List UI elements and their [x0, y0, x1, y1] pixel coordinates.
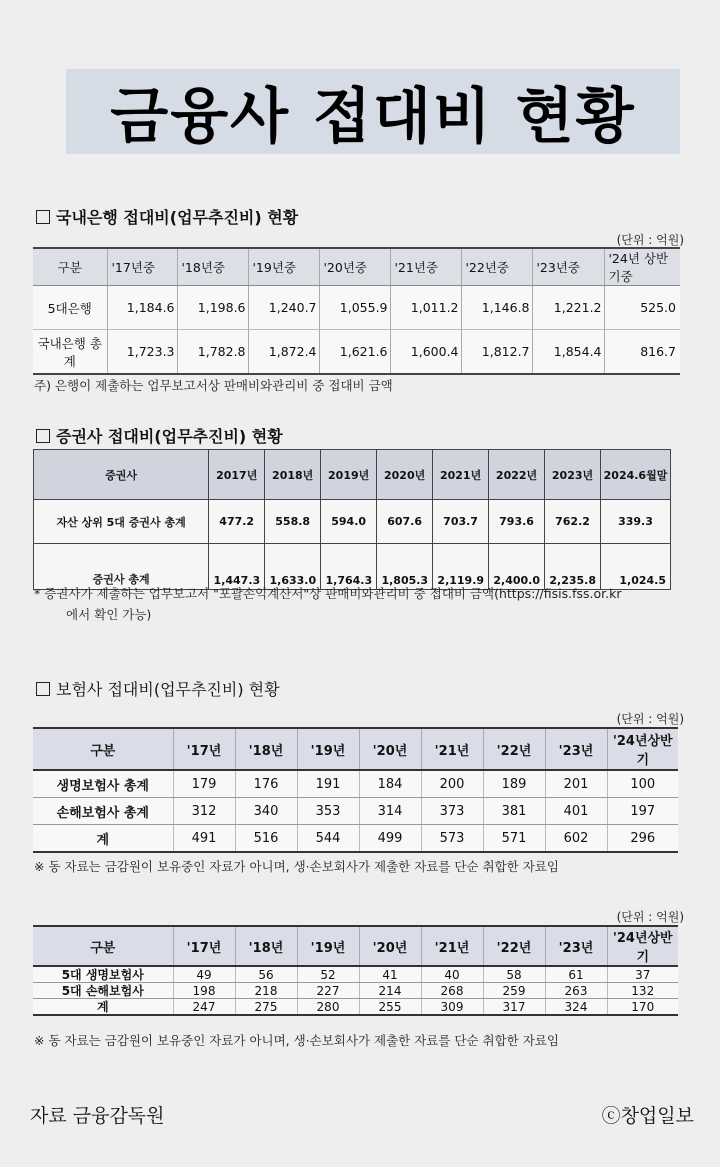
- value-cell: 191: [297, 770, 359, 798]
- column-header-period: '17년: [173, 926, 235, 966]
- row-label-cell: 5대 손해보험사: [33, 983, 173, 999]
- securities-note-line1: * 증권사가 제출하는 업무보고서 "포괄손익계산서"상 판매비와관리비 중 접대비 금액(https://fisis.fss.or.kr: [34, 586, 622, 601]
- value-cell: 1,146.8: [461, 286, 532, 330]
- value-cell: 176: [235, 770, 297, 798]
- column-header-period: '24년상반기: [607, 926, 678, 966]
- insurance-heading-text: 보험사 접대비(업무추진비) 현황: [56, 680, 280, 699]
- title-banner: [66, 69, 680, 154]
- value-cell: 353: [297, 798, 359, 825]
- column-header-period: '19년: [297, 926, 359, 966]
- value-cell: 607.6: [377, 500, 433, 544]
- column-header-period: '17년: [173, 728, 235, 770]
- table-row: [33, 825, 678, 853]
- row-label-cell: 국내은행 총계: [33, 330, 107, 375]
- value-cell: 1,011.2: [390, 286, 461, 330]
- value-cell: 61: [545, 966, 607, 983]
- insurance-top5-note: ※ 동 자료는 금감원이 보유중인 자료가 아니며, 생·손보회사가 제출한 자료를 단순 취합한 자료임: [34, 1033, 559, 1048]
- row-label-cell: 자산 상위 5대 증권사 총계: [34, 500, 209, 544]
- column-header-period: '23년: [545, 926, 607, 966]
- value-cell: 1,723.3: [107, 330, 177, 375]
- column-header-period: 2017년: [209, 450, 265, 500]
- value-cell: 793.6: [489, 500, 545, 544]
- value-cell: 280: [297, 999, 359, 1016]
- column-header-period: '18년: [235, 728, 297, 770]
- value-cell: 525.0: [604, 286, 680, 330]
- table-header-row: [33, 248, 680, 286]
- value-cell: 602: [545, 825, 607, 853]
- table-row: [33, 286, 680, 330]
- row-label-cell: 계: [33, 825, 173, 853]
- value-cell: 317: [483, 999, 545, 1016]
- value-cell: 499: [359, 825, 421, 853]
- value-cell: 214: [359, 983, 421, 999]
- table-header-row: [34, 450, 671, 500]
- value-cell: 201: [545, 770, 607, 798]
- value-cell: 189: [483, 770, 545, 798]
- value-cell: 324: [545, 999, 607, 1016]
- checkbox-square-icon: [36, 210, 50, 224]
- column-header-period: 2023년: [545, 450, 601, 500]
- column-header-category: 구분: [33, 248, 107, 286]
- value-cell: 314: [359, 798, 421, 825]
- page-title: 금융사 접대비 현황: [110, 81, 636, 152]
- value-cell: 227: [297, 983, 359, 999]
- value-cell: 100: [607, 770, 678, 798]
- column-header-period: '18년중: [177, 248, 248, 286]
- insurance-note: ※ 동 자료는 금감원이 보유중인 자료가 아니며, 생·손보회사가 제출한 자료를 단순 취합한 자료임: [34, 859, 559, 874]
- value-cell: 2,400.0: [489, 544, 545, 590]
- table-row: [33, 999, 678, 1016]
- table-row: [34, 544, 671, 590]
- value-cell: 37: [607, 966, 678, 983]
- value-cell: 312: [173, 798, 235, 825]
- row-label-cell: 생명보험사 총계: [33, 770, 173, 798]
- securities-note-line2: 에서 확인 가능): [66, 607, 152, 622]
- value-cell: 1,805.3: [377, 544, 433, 590]
- column-header-period: 2018년: [265, 450, 321, 500]
- value-cell: 309: [421, 999, 483, 1016]
- securities-heading-text: 증권사 접대비(업무추진비) 현황: [56, 427, 283, 446]
- table-row: [33, 983, 678, 999]
- value-cell: 247: [173, 999, 235, 1016]
- insurance-top5-table: [33, 925, 678, 1016]
- column-header-period: '17년중: [107, 248, 177, 286]
- column-header-period: '21년: [421, 728, 483, 770]
- value-cell: 703.7: [433, 500, 489, 544]
- bank-unit-label: (단위 : 억원): [616, 233, 684, 247]
- value-cell: 52: [297, 966, 359, 983]
- value-cell: 179: [173, 770, 235, 798]
- value-cell: 1,633.0: [265, 544, 321, 590]
- value-cell: 275: [235, 999, 297, 1016]
- value-cell: 340: [235, 798, 297, 825]
- column-header-period: '22년중: [461, 248, 532, 286]
- credit-label: ⓒ창업일보: [601, 1105, 694, 1127]
- insurance-entertainment-table: [33, 727, 678, 853]
- column-header-period: '22년: [483, 926, 545, 966]
- value-cell: 381: [483, 798, 545, 825]
- table-row: [33, 798, 678, 825]
- column-header-period: '21년중: [390, 248, 461, 286]
- column-header-category: 구분: [33, 728, 173, 770]
- value-cell: 1,854.4: [532, 330, 604, 375]
- column-header-period: '21년: [421, 926, 483, 966]
- value-cell: 40: [421, 966, 483, 983]
- value-cell: 1,240.7: [248, 286, 319, 330]
- row-label-cell: 5대은행: [33, 286, 107, 330]
- column-header-period: '23년: [545, 728, 607, 770]
- value-cell: 56: [235, 966, 297, 983]
- value-cell: 296: [607, 825, 678, 853]
- value-cell: 1,184.6: [107, 286, 177, 330]
- column-header-period: '20년중: [319, 248, 390, 286]
- value-cell: 1,600.4: [390, 330, 461, 375]
- value-cell: 1,221.2: [532, 286, 604, 330]
- value-cell: 594.0: [321, 500, 377, 544]
- column-header-period: '24년상반기: [607, 728, 678, 770]
- column-header-period: '19년중: [248, 248, 319, 286]
- checkbox-square-icon: [36, 429, 50, 443]
- value-cell: 1,447.3: [209, 544, 265, 590]
- value-cell: 1,621.6: [319, 330, 390, 375]
- value-cell: 268: [421, 983, 483, 999]
- row-label-cell: 손해보험사 총계: [33, 798, 173, 825]
- securities-section-heading: [36, 424, 283, 447]
- column-header-period: 2021년: [433, 450, 489, 500]
- bank-note: 주) 은행이 제출하는 업무보고서상 판매비와관리비 중 접대비 금액: [34, 378, 393, 393]
- column-header-period: 2024.6월말: [601, 450, 671, 500]
- value-cell: 259: [483, 983, 545, 999]
- source-label: 자료 금융감독원: [30, 1105, 165, 1127]
- value-cell: 170: [607, 999, 678, 1016]
- value-cell: 49: [173, 966, 235, 983]
- value-cell: 1,198.6: [177, 286, 248, 330]
- bank-entertainment-table: [33, 247, 680, 375]
- value-cell: 762.2: [545, 500, 601, 544]
- value-cell: 2,235.8: [545, 544, 601, 590]
- insurance-top5-unit-label: (단위 : 억원): [616, 910, 684, 924]
- table-row: [33, 330, 680, 375]
- value-cell: 197: [607, 798, 678, 825]
- row-label-cell: 5대 생명보험사: [33, 966, 173, 983]
- value-cell: 339.3: [601, 500, 671, 544]
- table-row: [34, 500, 671, 544]
- bank-heading-text: 국내은행 접대비(업무추진비) 현황: [56, 208, 299, 227]
- row-label-cell: 증권사 총계: [34, 544, 209, 590]
- value-cell: 544: [297, 825, 359, 853]
- value-cell: 198: [173, 983, 235, 999]
- value-cell: 1,764.3: [321, 544, 377, 590]
- column-header-period: '23년중: [532, 248, 604, 286]
- value-cell: 200: [421, 770, 483, 798]
- value-cell: 373: [421, 798, 483, 825]
- value-cell: 1,872.4: [248, 330, 319, 375]
- value-cell: 573: [421, 825, 483, 853]
- table-row: [33, 770, 678, 798]
- value-cell: 255: [359, 999, 421, 1016]
- value-cell: 516: [235, 825, 297, 853]
- value-cell: 58: [483, 966, 545, 983]
- value-cell: 1,055.9: [319, 286, 390, 330]
- value-cell: 571: [483, 825, 545, 853]
- column-header-period: '22년: [483, 728, 545, 770]
- table-header-row: [33, 728, 678, 770]
- value-cell: 401: [545, 798, 607, 825]
- value-cell: 218: [235, 983, 297, 999]
- value-cell: 184: [359, 770, 421, 798]
- value-cell: 2,119.9: [433, 544, 489, 590]
- column-header-period: 2022년: [489, 450, 545, 500]
- securities-entertainment-table: [33, 449, 671, 590]
- value-cell: 1,024.5: [601, 544, 671, 590]
- value-cell: 41: [359, 966, 421, 983]
- value-cell: 263: [545, 983, 607, 999]
- row-label-cell: 계: [33, 999, 173, 1016]
- column-header-category: 구분: [33, 926, 173, 966]
- checkbox-square-icon: [36, 682, 50, 696]
- insurance-section-heading: [36, 677, 280, 700]
- column-header-category: 증권사: [34, 450, 209, 500]
- bank-section-heading: [36, 205, 298, 228]
- value-cell: 1,812.7: [461, 330, 532, 375]
- table-row: [33, 966, 678, 983]
- insurance-unit-label: (단위 : 억원): [616, 712, 684, 726]
- value-cell: 477.2: [209, 500, 265, 544]
- column-header-period: '20년: [359, 926, 421, 966]
- value-cell: 491: [173, 825, 235, 853]
- column-header-period: '19년: [297, 728, 359, 770]
- value-cell: 1,782.8: [177, 330, 248, 375]
- value-cell: 132: [607, 983, 678, 999]
- column-header-period: '20년: [359, 728, 421, 770]
- value-cell: 816.7: [604, 330, 680, 375]
- value-cell: 558.8: [265, 500, 321, 544]
- column-header-period: 2019년: [321, 450, 377, 500]
- column-header-period: '24년 상반기중: [604, 248, 680, 286]
- column-header-period: 2020년: [377, 450, 433, 500]
- column-header-period: '18년: [235, 926, 297, 966]
- table-header-row: [33, 926, 678, 966]
